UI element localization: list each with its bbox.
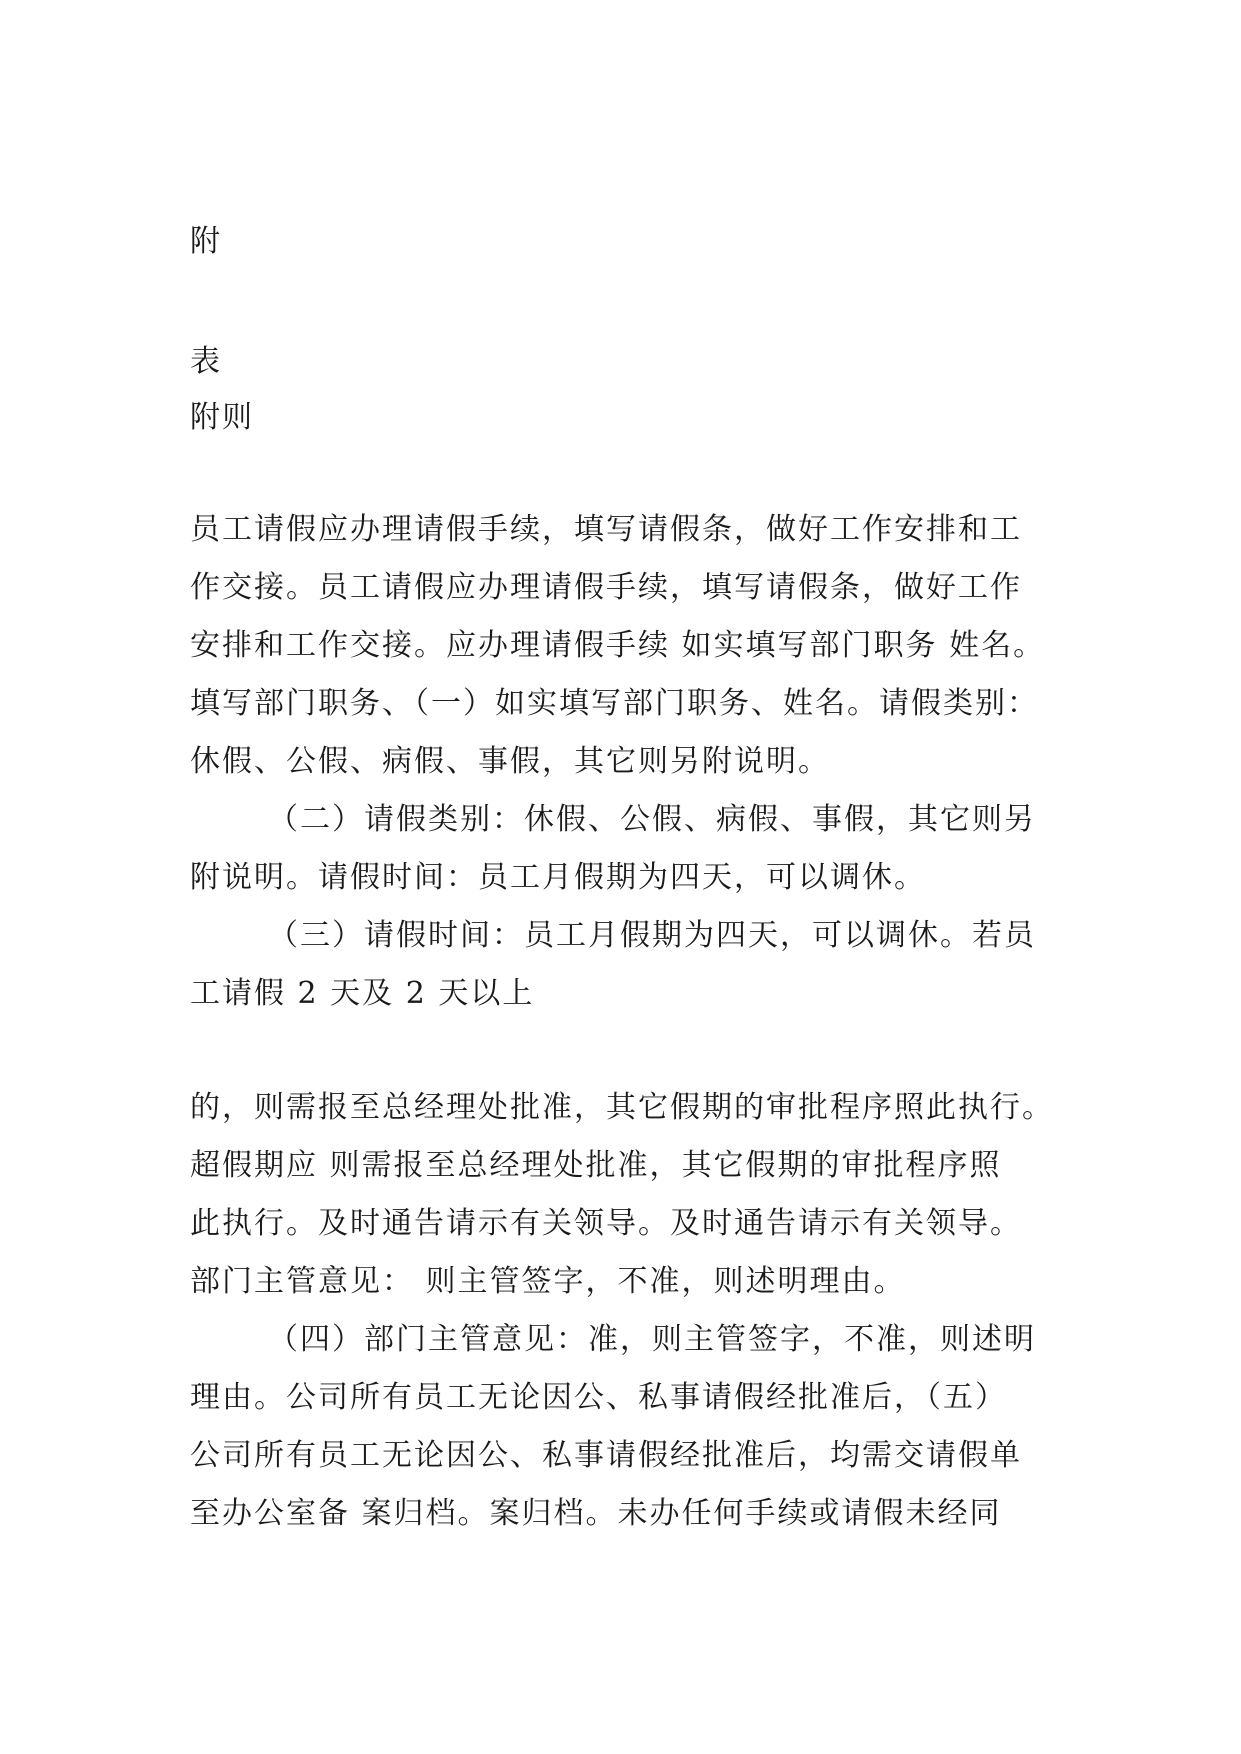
- paragraph-line: 员工请假应办理请假手续，填写请假条，做好工作安排和工: [190, 512, 1022, 547]
- paragraph-line: 工请假 2 天及 2 天以上: [190, 976, 535, 1011]
- paragraph-line: （三）请假时间：员工月假期为四天，可以调休。若员: [268, 918, 1036, 953]
- paragraph-line: 理由。公司所有员工无论因公、私事请假经批准后，（五）: [190, 1380, 1007, 1415]
- paragraph-line: 此执行。及时通告请示有关领导。及时通告请示有关领导。: [190, 1206, 1022, 1241]
- paragraph-line: 至办公室备 案归档。案归档。未办任何手续或请假未经同: [190, 1496, 1002, 1531]
- paragraph-line: 作交接。员工请假应办理请假手续，填写请假条，做好工作: [190, 570, 1022, 605]
- paragraph-line: 的，则需报至总经理处批准，其它假期的审批程序照此执行。: [190, 1090, 1054, 1125]
- paragraph-line: 休假、公假、病假、事假，其它则另附说明。: [190, 744, 830, 779]
- paragraph-line: 超假期应 则需报至总经理处批准，其它假期的审批程序照: [190, 1148, 1002, 1183]
- paragraph-line: 安排和工作交接。应办理请假手续 如实填写部门职务 姓名。: [190, 628, 1046, 663]
- paragraph-line: 附说明。请假时间：员工月假期为四天，可以调休。: [190, 860, 926, 895]
- section-title: 附则: [190, 400, 254, 435]
- paragraph-line: （二）请假类别：休假、公假、病假、事假，其它则另: [268, 802, 1036, 837]
- paragraph-line: 填写部门职务、（一）如实填写部门职务、姓名。请假类别：: [190, 686, 1039, 721]
- paragraph-line: 公司所有员工无论因公、私事请假经批准后，均需交请假单: [190, 1438, 1022, 1473]
- paragraph-line: 部门主管意见： 则主管签字，不准，则述明理由。: [190, 1264, 906, 1299]
- heading-char-table: 表: [190, 344, 222, 379]
- heading-char-attach: 附: [190, 224, 222, 259]
- paragraph-line: （四）部门主管意见：准，则主管签字，不准，则述明: [268, 1322, 1036, 1357]
